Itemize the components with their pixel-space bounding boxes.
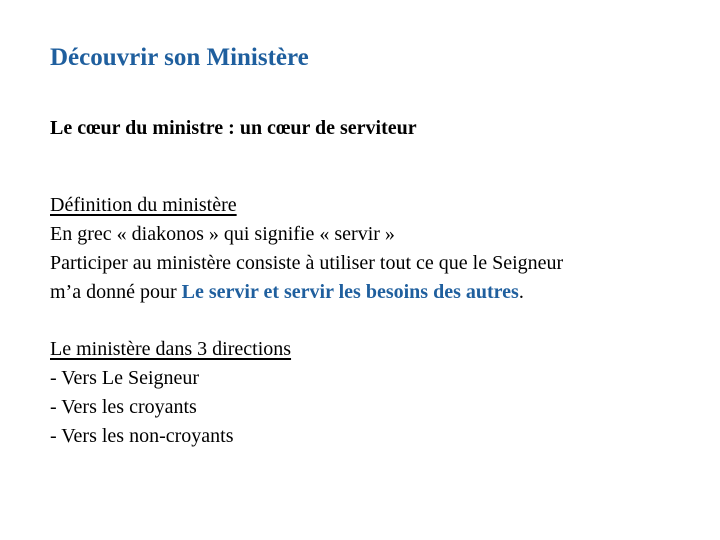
definition-line-3 — [50, 278, 563, 307]
definition-line-3-suffix: . — [518, 281, 524, 303]
direction-item: - Vers les non-croyants — [50, 425, 234, 447]
direction-item: - Vers Le Seigneur — [50, 367, 200, 389]
slide-subtitle: Le cœur du ministre : un cœur de serviteur — [50, 117, 417, 139]
directions-section — [50, 335, 291, 451]
direction-item: - Vers les croyants — [50, 396, 197, 418]
definition-highlight: Le servir et servir les besoins des autres — [181, 281, 519, 303]
definition-line-3-prefix: m’a donné pour — [50, 281, 182, 303]
definition-line-1: En grec « diakonos » qui signifie « servir » — [50, 223, 395, 245]
definition-heading: Définition du ministère — [50, 194, 237, 216]
slide-title: Découvrir son Ministère — [50, 44, 309, 71]
directions-heading: Le ministère dans 3 directions — [50, 338, 292, 360]
definition-line-2: Participer au ministère consiste à utiliser tout ce que le Seigneur — [50, 252, 564, 274]
definition-section — [50, 191, 563, 307]
